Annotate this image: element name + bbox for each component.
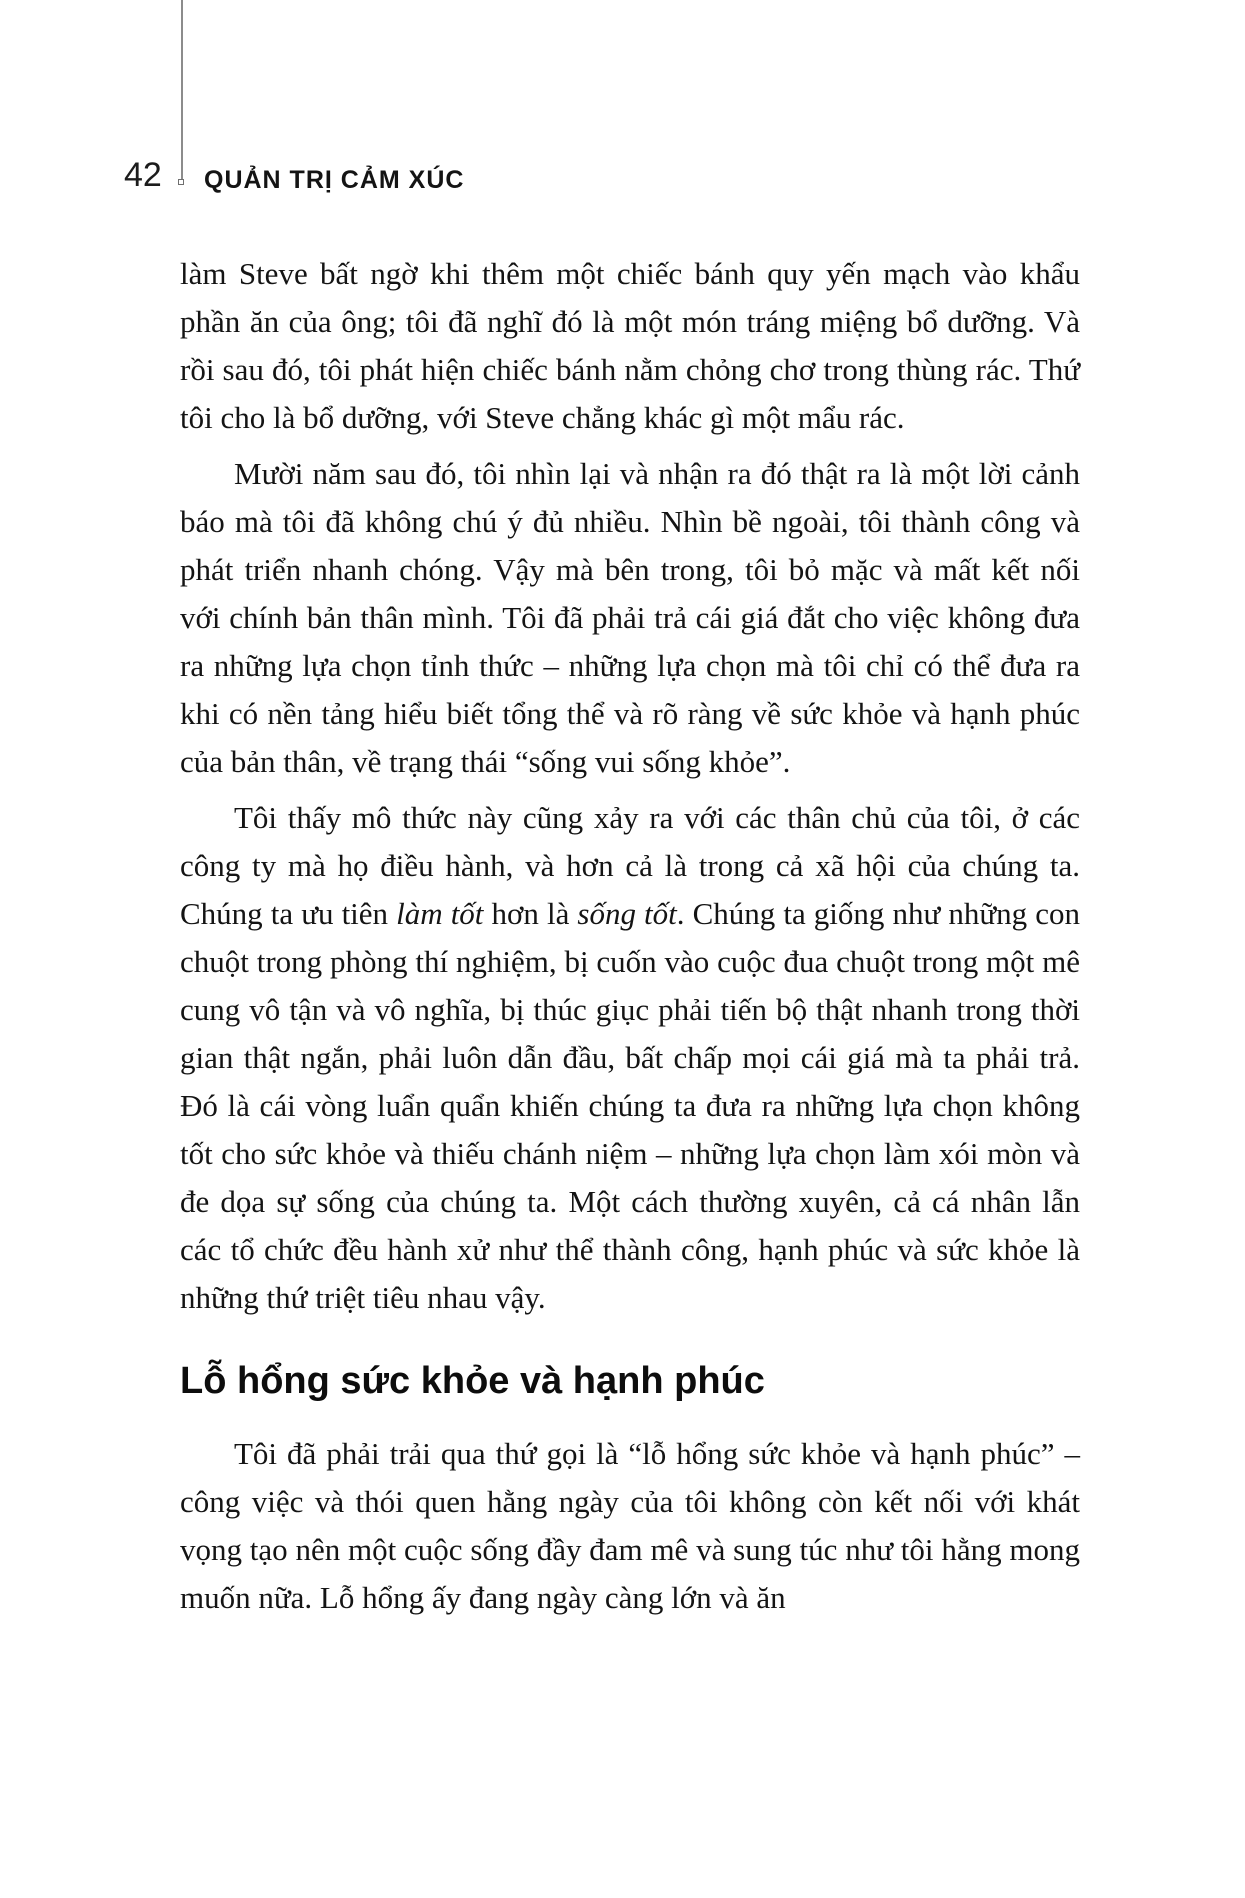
italic-text: sống tốt <box>577 896 677 931</box>
body-paragraphs <box>180 250 1080 1322</box>
running-title: QUẢN TRỊ CẢM XÚC <box>204 166 465 194</box>
body-paragraphs-after-heading <box>180 1430 1080 1622</box>
body-text-segment: hơn là <box>483 896 578 931</box>
body-text-segment: làm Steve bất ngờ khi thêm một chiếc bánh quy yến mạch vào khẩu phần ăn của ông; tôi đã nghĩ đó là một món tráng miệng bổ dưỡng. Và rồi sau đó, tôi phát hiện chiếc bánh nằm chỏng chơ trong thùng rác. Thứ tôi cho là bổ dưỡng, với Steve chẳng khác gì một mẩu rác. <box>180 256 1080 435</box>
page-number: 42 <box>124 156 162 194</box>
paragraph <box>180 1430 1080 1622</box>
header-divider-line <box>181 0 183 179</box>
body-text-segment: . Chúng ta giống như những con chuột trong phòng thí nghiệm, bị cuốn vào cuộc đua chuột trong một mê cung vô tận và vô nghĩa, bị thúc giục phải tiến bộ thật nhanh trong thời gian thật ngắn, phải luôn dẫn đầu, bất chấp mọi cái giá mà ta phải trả. Đó là cái vòng luẩn quẩn khiến chúng ta đưa ra những lựa chọn không tốt cho sức khỏe và thiếu chánh niệm – những lựa chọn làm xói mòn và đe dọa sự sống của chúng ta. Một cách thường xuyên, cả cá nhân lẫn các tổ chức đều hành xử như thể thành công, hạnh phúc và sức khỏe là những thứ triệt tiêu nhau vậy. <box>180 896 1081 1315</box>
paragraph <box>180 250 1080 442</box>
body-text-segment: Tôi đã phải trải qua thứ gọi là “lỗ hổng sức khỏe và hạnh phúc” – công việc và thói quen hằng ngày của tôi không còn kết nối với khát vọng tạo nên một cuộc sống đầy đam mê và sung túc như tôi hằng mong muốn nữa. Lỗ hổng ấy đang ngày càng lớn và ăn <box>180 1435 1080 1615</box>
paragraph <box>180 450 1080 786</box>
body-text-segment: Mười năm sau đó, tôi nhìn lại và nhận ra đó thật ra là một lời cảnh báo mà tôi đã không chú ý đủ nhiều. Nhìn bề ngoài, tôi thành công và phát triển nhanh chóng. Vậy mà bên trong, tôi bỏ mặc và mất kết nối với chính bản thân mình. Tôi đã phải trả cái giá đắt cho việc không đưa ra những lựa chọn tỉnh thức – những lựa chọn mà tôi chỉ có thể đưa ra khi có nền tảng hiểu biết tổng thể và rõ ràng về sức khỏe và hạnh phúc của bản thân, về trạng thái “sống vui sống khỏe”. <box>180 456 1080 779</box>
section-heading: Lỗ hổng sức khỏe và hạnh phúc <box>180 1360 765 1402</box>
body-text-segment: Tôi thấy mô thức này cũng xảy ra với các thân chủ của tôi, ở các công ty mà họ điều hành, và hơn cả là trong cả xã hội của chúng ta. Chúng ta ưu tiên <box>180 800 1080 931</box>
header-divider-endcap <box>178 179 184 185</box>
italic-text: làm tốt <box>396 896 484 931</box>
page-body <box>180 250 1080 1630</box>
paragraph <box>180 794 1080 1322</box>
